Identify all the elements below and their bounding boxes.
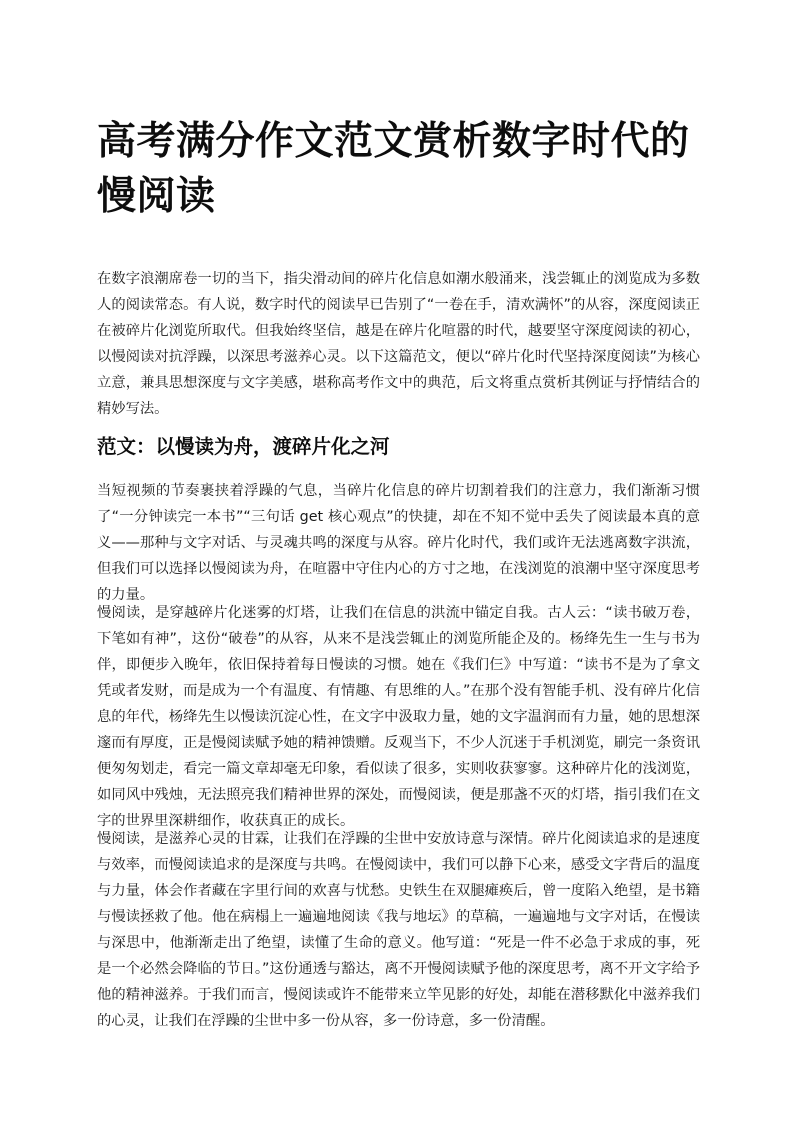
document-title: 高考满分作文范文赏析数字时代的慢阅读: [97, 119, 690, 219]
section-heading: 范文：以慢读为舟，渡碎片化之河: [97, 435, 390, 458]
body-paragraph-2: 慢阅读，是穿越碎片化迷雾的灯塔，让我们在信息的洪流中锚定自我。古人云：“读书破万卷，下笔如有神”，这份“破卷”的从容，从来不是浅尝辄止的浏览所能企及的。杨绛先生一生与书为伴，即便步入晚年，依旧保持着每日慢读的习惯。她在《我们仨》中写道：“读书不是为了拿文凭或者发财，而是成为一个有温度、有情趣、有思维的人。”在那个没有智能手机、没有碎片化信息的年代，杨绛先生以慢读沉淀心性，在文字中汲取力量，她的文字温润而有力量，她的思想深邃而有厚度，正是慢阅读赋予她的精神馈赠。反观当下，不少人沉迷于手机浏览，刷完一条资讯便匆匆划走，看完一篇文章却毫无印象，看似读了很多，实则收获寥寥。这种碎片化的浅浏览，如同风中残烛，无法照亮我们精神世界的深处，而慢阅读，便是那盏不灭的灯塔，指引我们在文字的世界里深耕细作，收获真正的成长。: [97, 605, 700, 829]
intro-paragraph: 在数字浪潮席卷一切的当下，指尖滑动间的碎片化信息如潮水般涌来，浅尝辄止的浏览成为多数人的阅读常态。有人说，数字时代的阅读早已告别了“一卷在手，清欢满怀”的从容，深度阅读正在被碎片化浏览所取代。但我始终坚信，越是在碎片化喧嚣的时代，越要坚守深度阅读的初心，以慢阅读对抗浮躁，以深思考滋养心灵。以下这篇范文，便以“碎片化时代坚持深度阅读”为核心立意，兼具思想深度与文字美感，堪称高考作文中的典范，后文将重点赏析其例证与抒情结合的精妙写法。: [97, 271, 700, 417]
body-paragraph-1: 当短视频的节奏裹挟着浮躁的气息，当碎片化信息的碎片切割着我们的注意力，我们渐渐习惯了“一分钟读完一本书”“三句话 get 核心观点”的快捷，却在不知不觉中丢失了阅读最本真的意义——那种与文字对话、与灵魂共鸣的深度与从容。碎片化时代，我们或许无法逃离数字洪流，但我们可以选择以慢阅读为舟，在喧嚣中守住内心的方寸之地，在浅浏览的浪潮中坚守深度思考的力量。: [97, 483, 700, 603]
body-paragraph-3: 慢阅读，是滋养心灵的甘霖，让我们在浮躁的尘世中安放诗意与深情。碎片化阅读追求的是速度与效率，而慢阅读追求的是深度与共鸣。在慢阅读中，我们可以静下心来，感受文字背后的温度与力量，体会作者藏在字里行间的欢喜与忧愁。史铁生在双腿瘫痪后，曾一度陷入绝望，是书籍与慢读拯救了他。他在病榻上一遍遍地阅读《我与地坛》的草稿，一遍遍地与文字对话，在慢读与深思中，他渐渐走出了绝望，读懂了生命的意义。他写道：“死是一件不必急于求成的事，死是一个必然会降临的节日。”这份通透与豁达，离不开慢阅读赋予他的深度思考，离不开文字给予他的精神滋养。于我们而言，慢阅读或许不能带来立竿见影的好处，却能在潜移默化中滋养我们的心灵，让我们在浮躁的尘世中多一份从容，多一份诗意，多一份清醒。: [97, 831, 700, 1029]
